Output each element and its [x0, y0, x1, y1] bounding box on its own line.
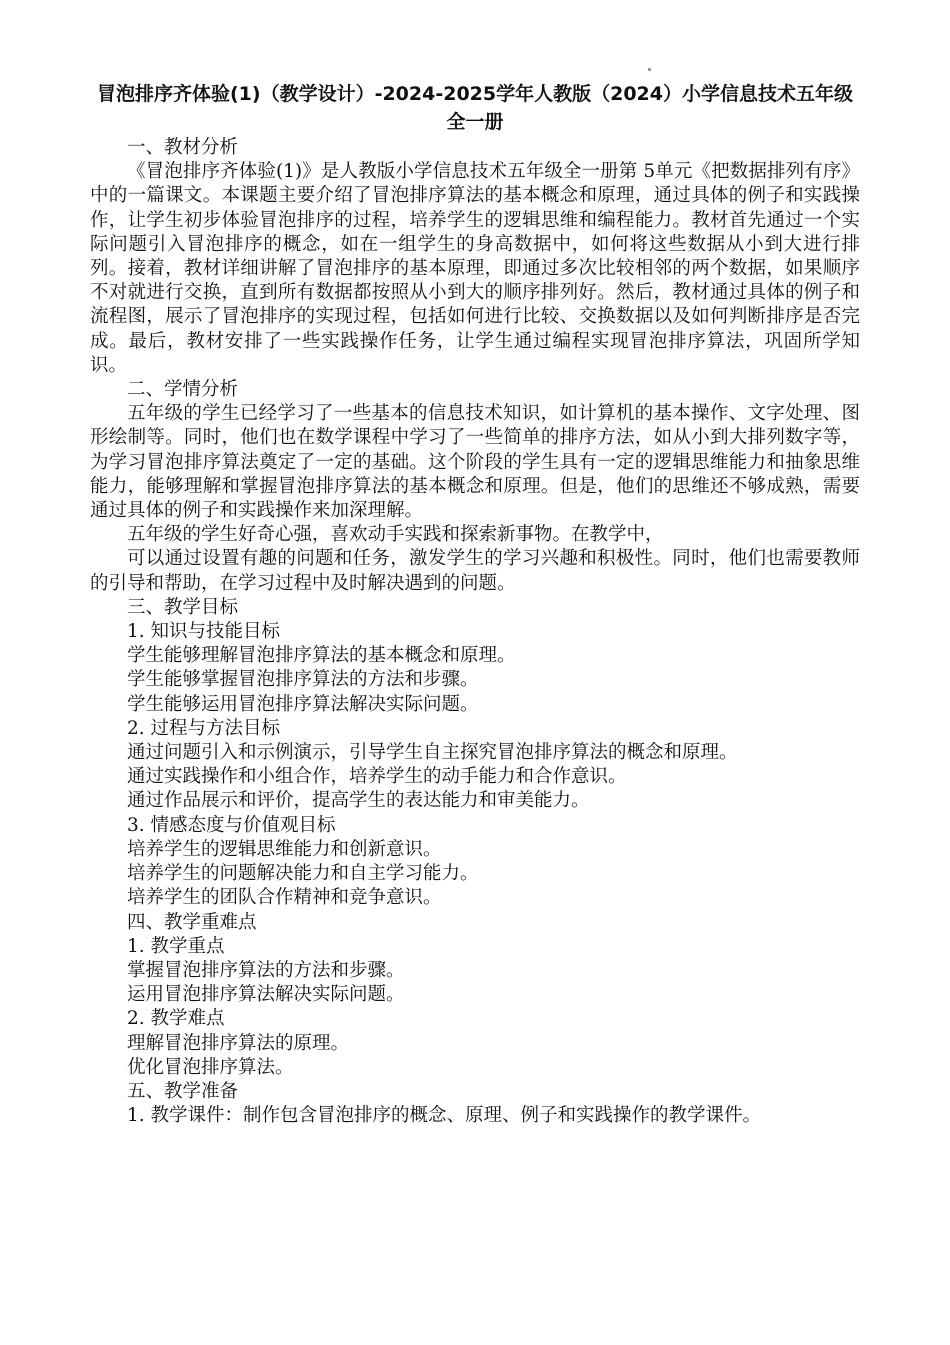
paragraph: 《冒泡排序齐体验(1)》是人教版小学信息技术五年级全一册第 5单元《把数据排列有序》中的一篇课文。本课题主要介绍了冒泡排序算法的基本概念和原理，通过具体的例子和实践操作，让学生初步体验冒泡排序的过程，培养学生的逻辑思维和编程能力。教材首先通过一个实际问题引入冒泡排序的概念，如在一组学生的身高数据中，如何将这些数据从小到大进行排列。接着，教材详细讲解了冒泡排序的基本原理，即通过多次比较相邻的两个数据，如果顺序不对就进行交换，直到所有数据都按照从小到大的顺序排列好。然后，教材通过具体的例子和流程图，展示了冒泡排序的实现过程，包括如何进行比较、交换数据以及如何判断排序是否完成。最后，教材安排了一些实践操作任务，让学生通过编程实现冒泡排序算法，巩固所学知识。 — [90, 161, 860, 376]
paragraph: 掌握冒泡排序算法的方法和步骤。 — [127, 959, 405, 981]
paragraph: 理解冒泡排序算法的原理。 — [127, 1032, 350, 1054]
section-heading: 四、教学重难点 — [127, 911, 257, 933]
paragraph: 学生能够运用冒泡排序算法解决实际问题。 — [127, 693, 479, 715]
paragraph: 五年级的学生已经学习了一些基本的信息技术知识，如计算机的基本操作、文字处理、图形绘制等。同时，他们也在数学课程中学习了一些简单的排序方法，如从小到大排列数字等，为学习冒泡排序算法奠定了一定的基础。这个阶段的学生具有一定的逻辑思维能力和抽象思维能力，能够理解和掌握冒泡排序算法的基本概念和原理。但是，他们的思维还不够成熟，需要通过具体的例子和实践操作来加深理解。 — [90, 403, 860, 522]
paragraph: 学生能够掌握冒泡排序算法的方法和步骤。 — [127, 669, 479, 691]
paragraph: 通过实践操作和小组合作，培养学生的动手能力和合作意识。 — [127, 766, 627, 788]
section-heading: 3. 情感态度与价值观目标 — [127, 814, 336, 836]
paragraph: 五年级的学生好奇心强，喜欢动手实践和探索新事物。在教学中， — [127, 524, 664, 546]
paragraph: 学生能够理解冒泡排序算法的基本概念和原理。 — [127, 645, 516, 667]
paragraph: 运用冒泡排序算法解决实际问题。 — [127, 984, 405, 1006]
paragraph: 可以通过设置有趣的问题和任务，激发学生的学习兴趣和积极性。同时，他们也需要教师的引导和帮助，在学习过程中及时解决遇到的问题。 — [90, 548, 860, 594]
page-mark-dot — [648, 68, 651, 71]
paragraph: 培养学生的逻辑思维能力和创新意识。 — [127, 838, 442, 860]
paragraph: 1. 教学课件：制作包含冒泡排序的概念、原理、例子和实践操作的教学课件。 — [127, 1105, 762, 1127]
paragraph: 通过作品展示和评价，提高学生的表达能力和审美能力。 — [127, 790, 590, 812]
section-heading: 五、教学准备 — [127, 1080, 239, 1102]
paragraph: 优化冒泡排序算法。 — [127, 1056, 294, 1078]
section-heading: 三、教学目标 — [127, 596, 239, 618]
section-heading: 2. 过程与方法目标 — [127, 717, 281, 739]
document-body — [90, 136, 860, 1128]
document-page — [90, 80, 860, 1128]
section-heading: 二、学情分析 — [127, 379, 239, 401]
section-heading: 2. 教学难点 — [127, 1008, 225, 1030]
section-heading: 一、教材分析 — [127, 137, 239, 158]
document-title: 冒泡排序齐体验(1)（教学设计）-2024-2025学年人教版（2024）小学信息技术五年级全一册 — [96, 83, 853, 133]
paragraph: 培养学生的问题解决能力和自主学习能力。 — [127, 863, 479, 885]
section-heading: 1. 知识与技能目标 — [127, 621, 281, 643]
paragraph: 通过问题引入和示例演示，引导学生自主探究冒泡排序算法的概念和原理。 — [127, 742, 738, 764]
section-heading: 1. 教学重点 — [127, 935, 225, 957]
paragraph: 培养学生的团队合作精神和竞争意识。 — [127, 887, 442, 909]
